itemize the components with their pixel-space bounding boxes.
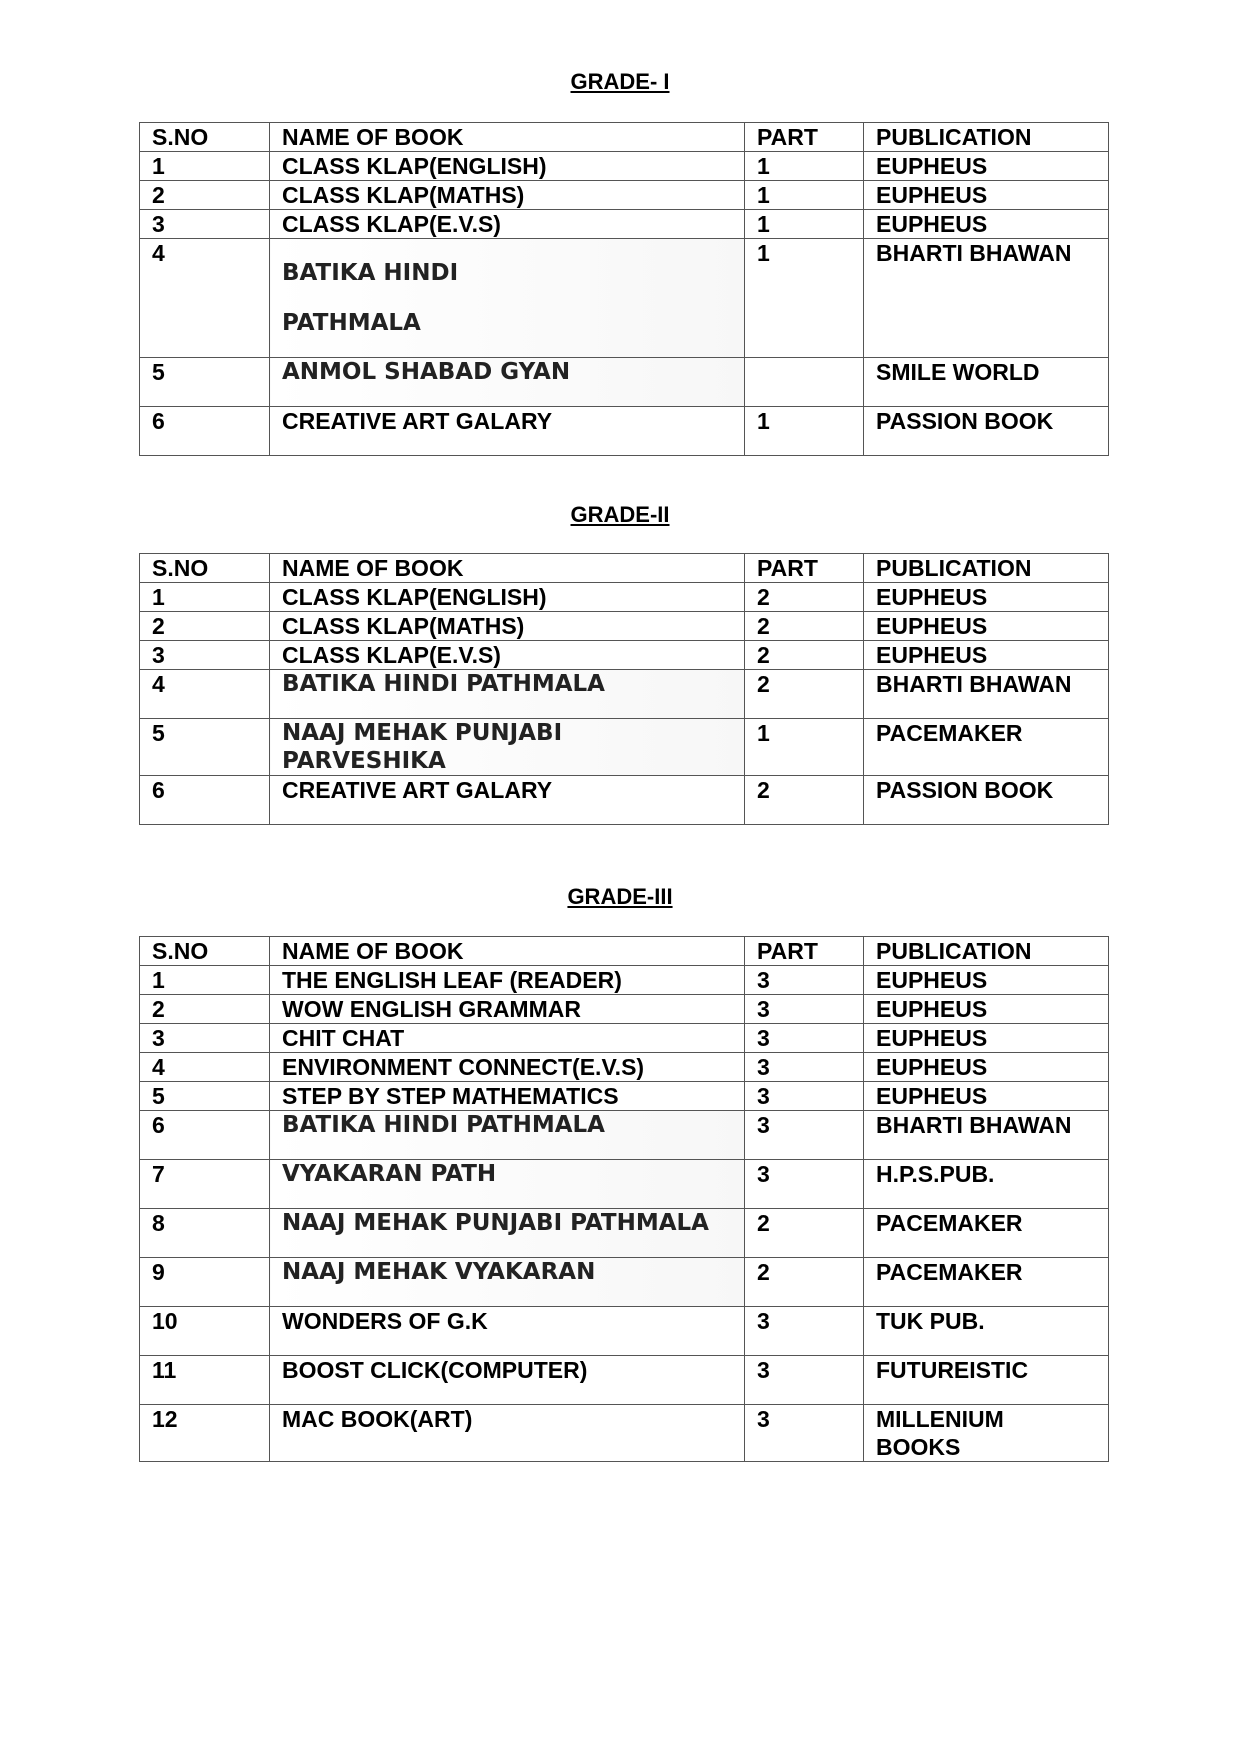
table-row bbox=[140, 1160, 1109, 1209]
cell-name: CLASS KLAP(E.V.S) bbox=[270, 210, 745, 239]
cell-name: BATIKA HINDI PATHMALA bbox=[270, 1111, 745, 1160]
grade-1-title: GRADE- I bbox=[570, 69, 670, 94]
cell-sno: 6 bbox=[140, 776, 270, 825]
cell-part: 3 bbox=[745, 1024, 864, 1053]
cell-name: VYAKARAN PATH bbox=[270, 1160, 745, 1209]
cell-publication: PACEMAKER bbox=[864, 719, 1109, 776]
cell-name: CLASS KLAP(MATHS) bbox=[270, 612, 745, 641]
cell-sno: 8 bbox=[140, 1209, 270, 1258]
cell-name: NAAJ MEHAK VYAKARAN bbox=[270, 1258, 745, 1307]
table-row bbox=[140, 1258, 1109, 1307]
table-row bbox=[140, 719, 1109, 776]
cell-sno: 6 bbox=[140, 1111, 270, 1160]
table-row bbox=[140, 995, 1109, 1024]
cell-sno: 5 bbox=[140, 1082, 270, 1111]
cell-part: 2 bbox=[745, 641, 864, 670]
cell-part: 3 bbox=[745, 1307, 864, 1356]
col-header-sno: S.NO bbox=[140, 554, 270, 583]
grade-1-table bbox=[139, 122, 1109, 456]
table-row bbox=[140, 210, 1109, 239]
cell-name: MAC BOOK(ART) bbox=[270, 1405, 745, 1462]
table-row bbox=[140, 1024, 1109, 1053]
table-row bbox=[140, 641, 1109, 670]
col-header-publication: PUBLICATION bbox=[864, 554, 1109, 583]
cell-part: 3 bbox=[745, 1160, 864, 1209]
cell-publication: SMILE WORLD bbox=[864, 358, 1109, 407]
cell-publication: EUPHEUS bbox=[864, 995, 1109, 1024]
cell-name: BATIKA HINDI PATHMALA bbox=[270, 670, 745, 719]
table-row bbox=[140, 1053, 1109, 1082]
cell-publication: EUPHEUS bbox=[864, 583, 1109, 612]
cell-name: CLASS KLAP(ENGLISH) bbox=[270, 583, 745, 612]
cell-sno: 4 bbox=[140, 239, 270, 358]
cell-publication: FUTUREISTIC bbox=[864, 1356, 1109, 1405]
table-header-row bbox=[140, 554, 1109, 583]
table-row bbox=[140, 1405, 1109, 1462]
cell-name-line-1: BATIKA HINDI bbox=[282, 260, 459, 286]
cell-part: 3 bbox=[745, 966, 864, 995]
cell-part: 1 bbox=[745, 210, 864, 239]
cell-sno: 1 bbox=[140, 152, 270, 181]
cell-part: 1 bbox=[745, 152, 864, 181]
table-row bbox=[140, 776, 1109, 825]
grade-2-table bbox=[139, 553, 1109, 825]
table-row bbox=[140, 407, 1109, 456]
grade-3-title: GRADE-III bbox=[567, 884, 673, 909]
cell-publication: BHARTI BHAWAN bbox=[864, 670, 1109, 719]
cell-name bbox=[270, 239, 745, 358]
col-header-part: PART bbox=[745, 937, 864, 966]
cell-name: BOOST CLICK(COMPUTER) bbox=[270, 1356, 745, 1405]
grade-2-title: GRADE-II bbox=[570, 502, 670, 527]
table-row bbox=[140, 670, 1109, 719]
cell-publication: EUPHEUS bbox=[864, 641, 1109, 670]
cell-part: 1 bbox=[745, 719, 864, 776]
cell-publication: PACEMAKER bbox=[864, 1209, 1109, 1258]
cell-sno: 12 bbox=[140, 1405, 270, 1462]
cell-name: ENVIRONMENT CONNECT(E.V.S) bbox=[270, 1053, 745, 1082]
cell-sno: 5 bbox=[140, 358, 270, 407]
cell-part: 3 bbox=[745, 1405, 864, 1462]
table-row bbox=[140, 1356, 1109, 1405]
cell-publication: EUPHEUS bbox=[864, 612, 1109, 641]
table-row bbox=[140, 583, 1109, 612]
cell-name: NAAJ MEHAK PUNJABI PARVESHIKA bbox=[270, 719, 745, 776]
cell-part: 2 bbox=[745, 1258, 864, 1307]
cell-sno: 2 bbox=[140, 612, 270, 641]
cell-publication: BHARTI BHAWAN bbox=[864, 1111, 1109, 1160]
cell-part: 1 bbox=[745, 407, 864, 456]
cell-part: 1 bbox=[745, 239, 864, 358]
cell-publication: BHARTI BHAWAN bbox=[864, 239, 1109, 358]
cell-sno: 3 bbox=[140, 1024, 270, 1053]
cell-name: WOW ENGLISH GRAMMAR bbox=[270, 995, 745, 1024]
cell-publication: EUPHEUS bbox=[864, 181, 1109, 210]
cell-name: CREATIVE ART GALARY bbox=[270, 776, 745, 825]
cell-part: 3 bbox=[745, 995, 864, 1024]
cell-part: 3 bbox=[745, 1082, 864, 1111]
cell-sno: 6 bbox=[140, 407, 270, 456]
cell-sno: 3 bbox=[140, 210, 270, 239]
cell-sno: 4 bbox=[140, 670, 270, 719]
cell-part: 2 bbox=[745, 776, 864, 825]
cell-sno: 2 bbox=[140, 995, 270, 1024]
cell-name: NAAJ MEHAK PUNJABI PATHMALA bbox=[270, 1209, 745, 1258]
table-row bbox=[140, 239, 1109, 358]
cell-name: CLASS KLAP(ENGLISH) bbox=[270, 152, 745, 181]
cell-part bbox=[745, 358, 864, 407]
table-header-row bbox=[140, 937, 1109, 966]
col-header-sno: S.NO bbox=[140, 937, 270, 966]
cell-sno: 1 bbox=[140, 966, 270, 995]
col-header-publication: PUBLICATION bbox=[864, 937, 1109, 966]
table-row bbox=[140, 1307, 1109, 1356]
cell-part: 3 bbox=[745, 1111, 864, 1160]
cell-publication-line-2: BOOKS bbox=[876, 1434, 961, 1460]
cell-part: 2 bbox=[745, 583, 864, 612]
cell-part: 3 bbox=[745, 1053, 864, 1082]
cell-part: 3 bbox=[745, 1356, 864, 1405]
cell-publication-line-1: MILLENIUM bbox=[876, 1406, 1004, 1432]
cell-publication: EUPHEUS bbox=[864, 152, 1109, 181]
cell-publication: PASSION BOOK bbox=[864, 776, 1109, 825]
cell-name: CLASS KLAP(E.V.S) bbox=[270, 641, 745, 670]
cell-part: 1 bbox=[745, 181, 864, 210]
table-row bbox=[140, 612, 1109, 641]
cell-sno: 3 bbox=[140, 641, 270, 670]
cell-name: CREATIVE ART GALARY bbox=[270, 407, 745, 456]
cell-publication bbox=[864, 1405, 1109, 1462]
cell-name: STEP BY STEP MATHEMATICS bbox=[270, 1082, 745, 1111]
cell-name-line-2: PATHMALA bbox=[282, 310, 421, 336]
cell-publication: PASSION BOOK bbox=[864, 407, 1109, 456]
cell-name: WONDERS OF G.K bbox=[270, 1307, 745, 1356]
cell-sno: 11 bbox=[140, 1356, 270, 1405]
table-row bbox=[140, 1082, 1109, 1111]
table-row bbox=[140, 966, 1109, 995]
col-header-part: PART bbox=[745, 554, 864, 583]
col-header-name: NAME OF BOOK bbox=[270, 937, 745, 966]
cell-publication: H.P.S.PUB. bbox=[864, 1160, 1109, 1209]
cell-sno: 10 bbox=[140, 1307, 270, 1356]
col-header-name: NAME OF BOOK bbox=[270, 554, 745, 583]
table-row bbox=[140, 152, 1109, 181]
cell-name: THE ENGLISH LEAF (READER) bbox=[270, 966, 745, 995]
cell-sno: 9 bbox=[140, 1258, 270, 1307]
col-header-sno: S.NO bbox=[140, 123, 270, 152]
col-header-publication: PUBLICATION bbox=[864, 123, 1109, 152]
grade-3-table bbox=[139, 936, 1109, 1462]
col-header-part: PART bbox=[745, 123, 864, 152]
cell-part: 2 bbox=[745, 670, 864, 719]
cell-sno: 2 bbox=[140, 181, 270, 210]
cell-name: CLASS KLAP(MATHS) bbox=[270, 181, 745, 210]
table-row bbox=[140, 358, 1109, 407]
cell-publication: EUPHEUS bbox=[864, 210, 1109, 239]
cell-sno: 1 bbox=[140, 583, 270, 612]
cell-publication: EUPHEUS bbox=[864, 966, 1109, 995]
cell-sno: 7 bbox=[140, 1160, 270, 1209]
cell-sno: 5 bbox=[140, 719, 270, 776]
cell-name: ANMOL SHABAD GYAN bbox=[270, 358, 745, 407]
cell-publication: TUK PUB. bbox=[864, 1307, 1109, 1356]
table-row bbox=[140, 1111, 1109, 1160]
cell-publication: EUPHEUS bbox=[864, 1053, 1109, 1082]
cell-sno: 4 bbox=[140, 1053, 270, 1082]
cell-publication: PACEMAKER bbox=[864, 1258, 1109, 1307]
table-row bbox=[140, 181, 1109, 210]
cell-name: CHIT CHAT bbox=[270, 1024, 745, 1053]
cell-part: 2 bbox=[745, 1209, 864, 1258]
col-header-name: NAME OF BOOK bbox=[270, 123, 745, 152]
table-header-row bbox=[140, 123, 1109, 152]
cell-publication: EUPHEUS bbox=[864, 1024, 1109, 1053]
cell-publication: EUPHEUS bbox=[864, 1082, 1109, 1111]
table-row bbox=[140, 1209, 1109, 1258]
cell-part: 2 bbox=[745, 612, 864, 641]
